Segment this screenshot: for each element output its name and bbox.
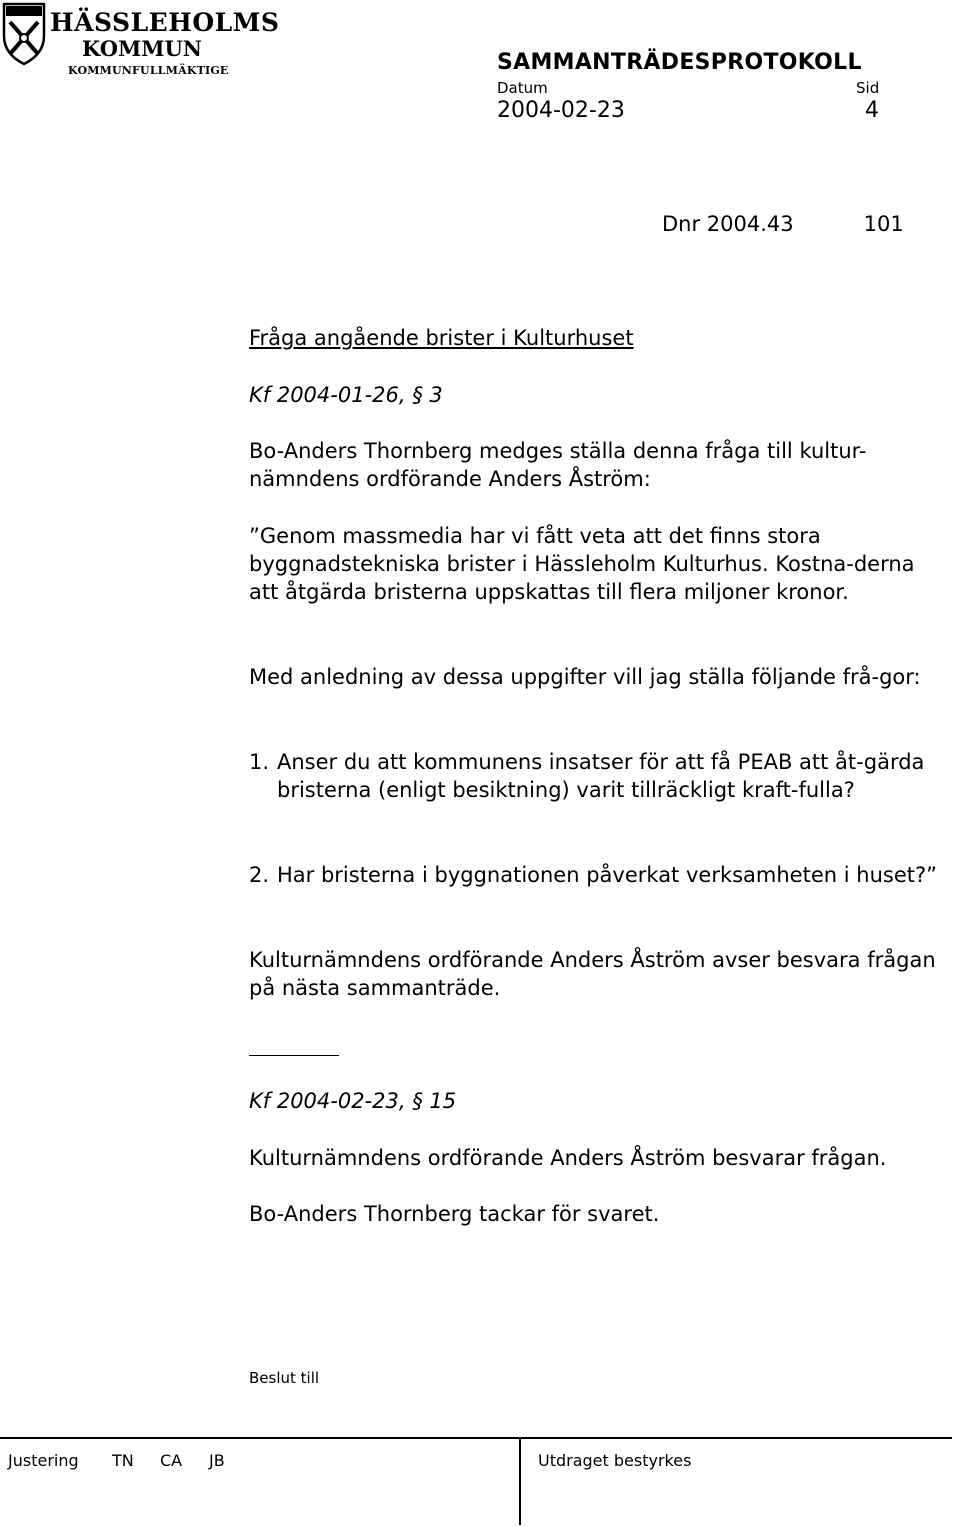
list-item-text: Anser du att kommunens insatser för att få PEAB att åt-gärda bristerna (enligt besiktning) varit tillräckligt kraft-fulla? — [277, 750, 925, 802]
paragraph-intro: Bo-Anders Thornberg medges ställa denna fråga till kultur-nämndens ordförande Anders Åström: — [249, 439, 867, 491]
list-item-number: 2. — [249, 863, 270, 887]
paragraph-thanks: Bo-Anders Thornberg tackar för svaret. — [249, 1202, 660, 1226]
list-item — [249, 861, 939, 889]
footer-divider — [0, 1437, 952, 1439]
document-title: SAMMANTRÄDESPROTOKOLL — [497, 50, 862, 75]
footer-column-divider — [519, 1437, 521, 1525]
reference-kf-2: Kf 2004-02-23, § 15 — [249, 1089, 457, 1113]
municipal-crest-icon — [2, 2, 46, 66]
question-quote-1: ”Genom massmedia har vi fått veta att det finns stora byggnadstekniska brister i Hässleholm Kulturhus. Kostna-derna att åtgärda bristerna uppskattas till flera miljoner kronor. — [249, 524, 915, 604]
logo-line-2: KOMMUN — [82, 36, 202, 61]
paragraph-answered: Kulturnämndens ordförande Anders Åström besvarar frågan. — [249, 1146, 887, 1170]
justering-label: Justering — [8, 1451, 79, 1470]
list-item — [249, 748, 939, 804]
sid-label: Sid — [856, 79, 880, 97]
separator-line — [249, 1055, 339, 1056]
list-item-text: Har bristerna i byggnationen påverkat verksamheten i huset?” — [277, 863, 937, 887]
decision-recipients-label: Beslut till — [249, 1369, 320, 1387]
logo-line-1: HÄSSLEHOLMS — [50, 8, 280, 37]
question-quote-2: Med anledning av dessa uppgifter vill jag ställa följande frå-gor: — [249, 665, 921, 689]
diary-number-label: Dnr 2004.43 — [662, 212, 794, 236]
initials-tn: TN — [112, 1451, 134, 1470]
diary-number — [662, 212, 904, 236]
datum-label: Datum — [497, 79, 548, 97]
initials-ca: CA — [160, 1451, 183, 1470]
initials-jb: JB — [209, 1451, 225, 1470]
list-item-number: 1. — [249, 750, 270, 774]
section-heading: Fråga angående brister i Kulturhuset — [249, 326, 634, 350]
certified-extract-label: Utdraget bestyrkes — [538, 1451, 692, 1470]
paragraph-answer-pending: Kulturnämndens ordförande Anders Åström avser besvara frågan på nästa sammanträde. — [249, 948, 936, 1000]
logo-line-3: KOMMUNFULLMÄKTIGE — [68, 64, 229, 77]
meeting-date: 2004-02-23 — [497, 98, 625, 123]
page-number: 4 — [865, 98, 879, 123]
municipality-logo — [2, 2, 280, 80]
reference-kf-1: Kf 2004-01-26, § 3 — [249, 383, 443, 407]
section-number: 101 — [863, 212, 904, 236]
